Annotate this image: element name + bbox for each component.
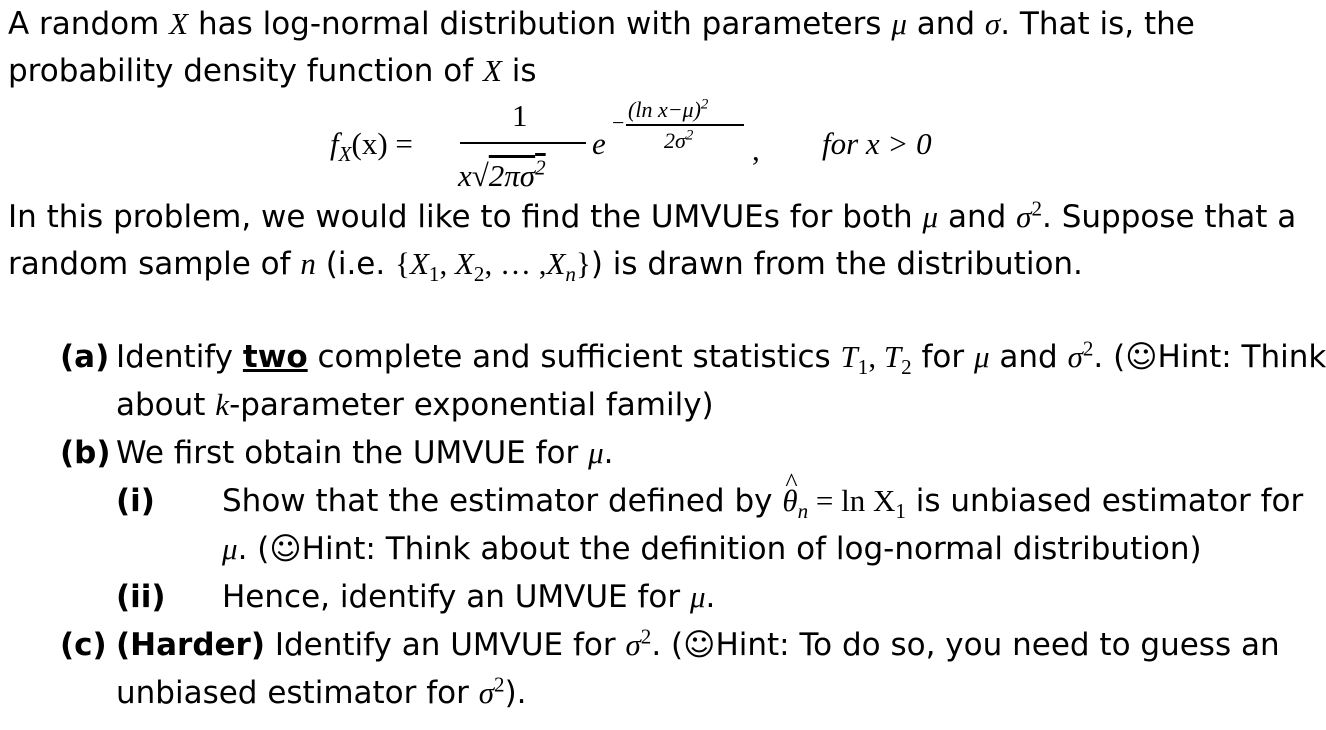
exp-fraction-bar [626,124,744,126]
text: has log-normal distribution with parameters [188,6,892,42]
intro-line-2 [8,52,537,90]
text: Hence, identify an UMVUE for [222,579,690,615]
formula-numerator: 1 [512,98,528,133]
text: and [938,199,1017,235]
text: -parameter exponential family) [229,387,714,423]
part-b-i-label: (i) [116,483,155,519]
formula-denominator: $x√2\pi\sigma^2$ [458,155,546,193]
math-mu: μ [222,531,238,566]
math-mu: μ [588,435,604,470]
formula-exp-denominator: $2\sigma^2$ [664,127,694,153]
text: unbiased estimator for [116,675,479,711]
text: (i.e. [315,246,396,282]
math-k: k [215,387,230,422]
text: Identify [116,339,243,375]
formula-exp-numerator: (ln x−μ)$^2$ [628,96,709,122]
text: probability density function of [8,53,483,89]
text: and [989,339,1068,375]
formula-condition: for x > 0 [822,126,932,161]
math-theta-hat: ^ $\theta_n$ [782,483,808,518]
text: complete and sufficient statistics [307,339,841,375]
emphasis-two: two [242,339,308,375]
harder-tag: (Harder) [116,627,265,663]
formula-comma: , [752,132,760,167]
part-b-label: (b) [60,435,111,471]
text: is [501,53,537,89]
math-n: n [300,246,316,281]
math-sigma: σ [984,6,1001,41]
text: about [116,387,216,423]
text: ). [504,675,527,711]
part-b-ii-line [222,578,715,616]
formula-lhs: $f_X(x)$ = [330,126,413,167]
part-a-line-1 [116,336,1326,380]
para2-line-2 [8,245,1083,287]
formula-exp-minus: − [612,110,625,135]
math-sigma-sq: $\sigma^2$ [1067,336,1094,374]
part-b-ii-label: (ii) [116,579,166,615]
math-mu: μ [891,6,907,41]
text: A random [8,6,170,42]
text: Show that the estimator defined by [222,483,783,519]
text: for [911,339,974,375]
text: ) is drawn from the distribution. [590,246,1083,282]
math-T1-T2: $T_1$, $T_2$ [840,339,912,380]
text: Identify an UMVUE for [265,627,626,663]
text: We first obtain the UMVUE for [116,435,589,471]
formula-e: e [592,126,606,161]
math-sample: {$X_1$, $X_2$, … $,X_n$} [395,246,591,287]
math-X: X [169,6,189,41]
text: . [705,579,716,615]
text: . (☺Hint: Think about the definition of log-normal distribution) [237,531,1202,567]
part-a-line-2 [116,386,714,424]
text: . [603,435,614,471]
intro-line-1 [8,5,1195,43]
math-sigma-sq: $\sigma^2$ [625,624,652,662]
text: and [906,6,985,42]
part-c-line-2 [116,674,527,712]
part-b-i-line-2 [222,530,1202,568]
part-c-line-1 [116,626,1280,664]
math-mu: μ [973,339,990,374]
text: . Suppose that a [1041,199,1297,235]
text: is unbiased estimator for [905,483,1304,519]
part-c-label: (c) [60,627,107,663]
part-b-line [116,434,614,472]
part-b-i-line-1 [222,482,1304,524]
fraction-bar [460,142,586,144]
text: random sample of [8,246,301,282]
math-ln-x1: = $\ln X_1$ [808,483,906,524]
math-X: X [483,53,502,88]
text: In this problem, we would like to find the UMVUEs for both [8,199,923,235]
text: . (☺Hint: To do so, you need to guess an [651,627,1280,663]
math-mu: μ [922,199,939,234]
math-sigma-sq: $\sigma^2$ [1016,196,1042,234]
math-sigma-sq: $\sigma^2$ [478,672,505,710]
para2-line-1 [8,198,1296,236]
part-a-label: (a) [60,339,110,375]
text: . That is, the [1000,6,1195,42]
math-mu: μ [689,579,706,614]
text: . (☺Hint: Think [1093,339,1326,375]
